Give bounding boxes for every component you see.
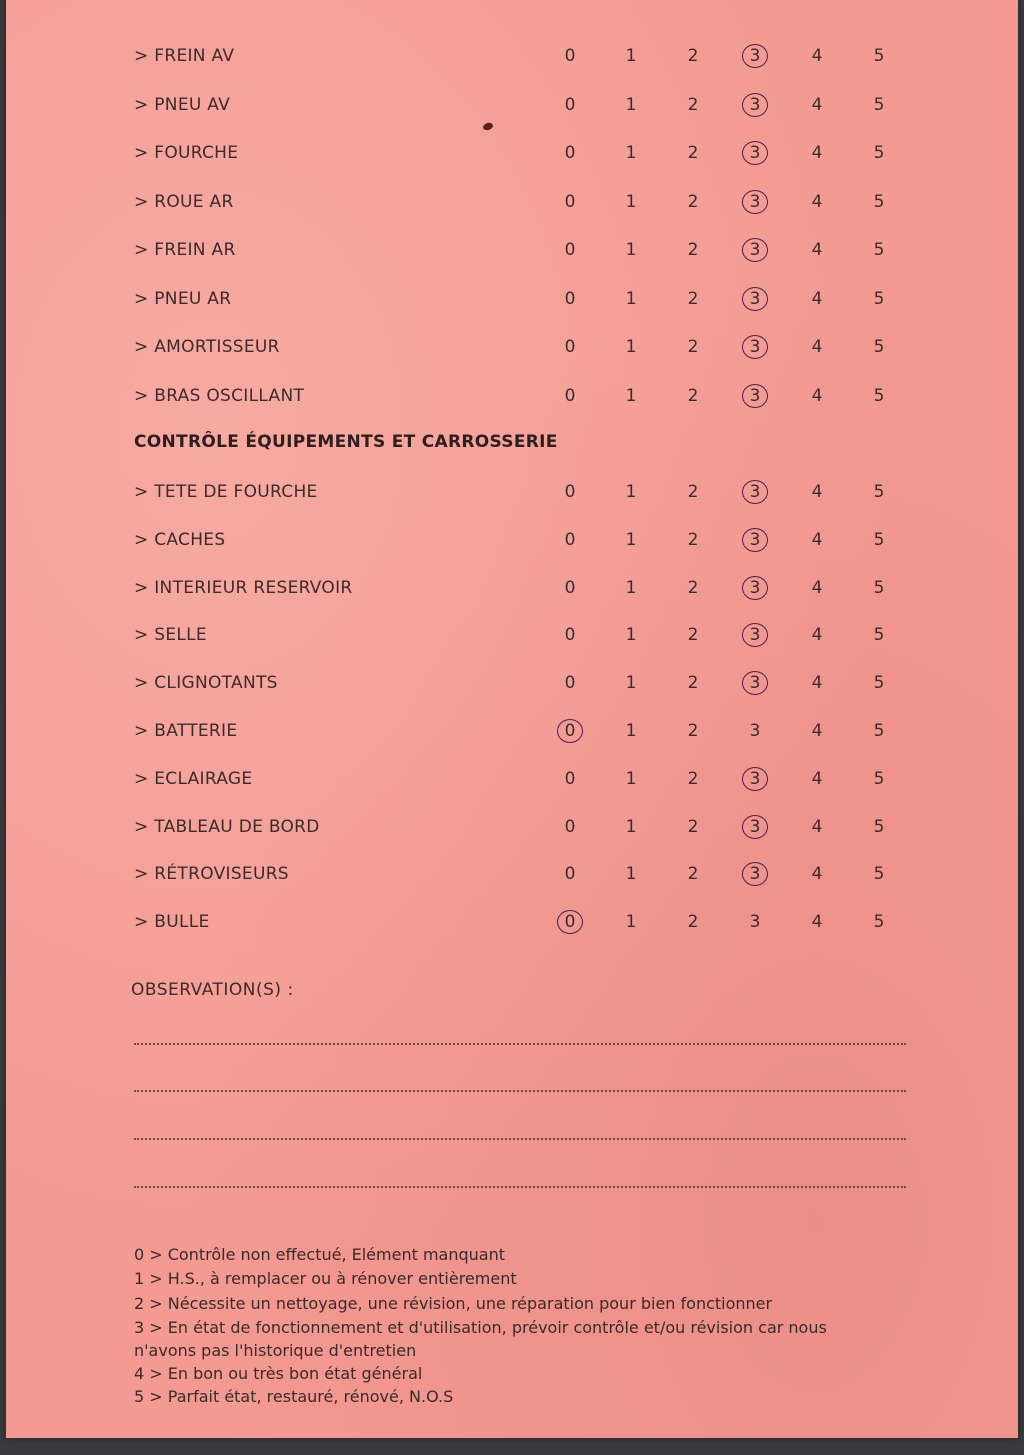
score-option[interactable]: 0	[564, 625, 576, 646]
score-option-circled[interactable]: 3	[740, 477, 770, 507]
observation-line[interactable]	[134, 1090, 906, 1092]
score-option[interactable]: 2	[687, 94, 699, 115]
score-option[interactable]: 0	[564, 577, 576, 598]
row-label: > FREIN AR	[134, 240, 236, 260]
score-option[interactable]: 5	[873, 143, 885, 163]
legend-line: 1 > H.S., à remplacer ou à rénover entièrement	[134, 1269, 517, 1288]
score-option[interactable]: 1	[625, 673, 637, 694]
inspection-row	[6, 525, 1018, 555]
score-option[interactable]: 2	[687, 912, 699, 933]
row-label: > INTERIEUR RESERVOIR	[134, 577, 353, 598]
score-option[interactable]: 4	[811, 529, 823, 550]
observation-line[interactable]	[134, 1186, 906, 1188]
score-option[interactable]: 4	[811, 577, 823, 598]
score-option[interactable]: 0	[564, 673, 576, 694]
score-option[interactable]: 1	[625, 482, 637, 502]
row-label: > SELLE	[134, 625, 207, 646]
score-option-circled[interactable]: 3	[740, 235, 770, 265]
row-label: > FREIN AV	[134, 46, 235, 66]
score-option[interactable]: 2	[687, 482, 699, 502]
score-option[interactable]: 4	[811, 721, 823, 741]
score-option[interactable]: 0	[564, 240, 576, 260]
inspection-row	[6, 187, 1018, 217]
score-option[interactable]: 4	[811, 288, 823, 309]
score-option[interactable]: 1	[625, 721, 637, 741]
score-option[interactable]: 1	[625, 816, 637, 837]
score-option[interactable]: 4	[811, 864, 823, 885]
score-option[interactable]: 2	[687, 625, 699, 646]
row-label: > CLIGNOTANTS	[134, 673, 278, 694]
score-option-circled[interactable]: 3	[740, 668, 770, 698]
score-option[interactable]: 2	[687, 240, 699, 260]
observation-line[interactable]	[134, 1043, 906, 1045]
score-option[interactable]: 4	[811, 143, 823, 163]
score-option[interactable]: 4	[811, 912, 823, 933]
score-option[interactable]: 1	[625, 768, 637, 789]
score-option-circled[interactable]: 3	[740, 764, 770, 794]
legend-line: 4 > En bon ou très bon état général	[134, 1364, 423, 1383]
score-option[interactable]: 3	[749, 721, 761, 741]
score-option-circled[interactable]: 3	[740, 573, 770, 603]
score-option[interactable]: 2	[687, 577, 699, 598]
score-option[interactable]: 2	[687, 191, 699, 212]
score-option-circled[interactable]: 3	[740, 138, 770, 168]
score-option-circled[interactable]: 3	[740, 332, 770, 362]
inspection-row	[6, 764, 1018, 794]
score-option[interactable]: 5	[873, 768, 885, 789]
score-option[interactable]: 0	[564, 768, 576, 789]
inspection-row	[6, 138, 1018, 168]
inspection-row	[6, 235, 1018, 265]
row-label: > FOURCHE	[134, 143, 239, 163]
inspection-sheet	[6, 0, 1018, 1438]
score-option-circled[interactable]: 3	[740, 381, 770, 411]
score-option[interactable]: 0	[564, 529, 576, 550]
score-option[interactable]: 1	[625, 385, 637, 406]
score-option-circled[interactable]: 3	[740, 41, 770, 71]
score-option[interactable]: 2	[687, 721, 699, 741]
inspection-row	[6, 620, 1018, 650]
score-option[interactable]: 1	[625, 288, 637, 309]
score-option[interactable]: 5	[873, 912, 885, 933]
score-option[interactable]: 5	[873, 94, 885, 115]
row-label: > BRAS OSCILLANT	[134, 385, 305, 406]
row-label: > PNEU AR	[134, 288, 232, 309]
inspection-row	[6, 573, 1018, 603]
inspection-row	[6, 668, 1018, 698]
score-option[interactable]: 2	[687, 143, 699, 163]
score-option[interactable]: 4	[811, 768, 823, 789]
score-option[interactable]: 5	[873, 529, 885, 550]
score-option[interactable]: 5	[873, 864, 885, 885]
score-option-circled[interactable]: 3	[740, 284, 770, 314]
score-option[interactable]: 4	[811, 625, 823, 646]
score-option[interactable]: 5	[873, 46, 885, 66]
inspection-row	[6, 284, 1018, 314]
score-option[interactable]: 2	[687, 46, 699, 66]
score-option[interactable]: 5	[873, 191, 885, 212]
row-label: > TABLEAU DE BORD	[134, 816, 320, 837]
score-option[interactable]: 0	[564, 143, 576, 163]
score-option[interactable]: 1	[625, 94, 637, 115]
score-option[interactable]: 3	[749, 912, 761, 933]
score-option[interactable]: 0	[564, 385, 576, 406]
score-option[interactable]: 2	[687, 288, 699, 309]
score-option[interactable]: 4	[811, 94, 823, 115]
score-option[interactable]: 0	[564, 816, 576, 837]
score-option[interactable]: 4	[811, 482, 823, 502]
row-label: > BULLE	[134, 912, 210, 933]
score-option[interactable]: 5	[873, 721, 885, 741]
score-option[interactable]: 1	[625, 625, 637, 646]
score-option[interactable]: 2	[687, 864, 699, 885]
score-option[interactable]: 4	[811, 673, 823, 694]
ink-spot	[482, 122, 494, 132]
score-option-circled[interactable]: 0	[555, 716, 585, 746]
row-label: > TETE DE FOURCHE	[134, 482, 318, 502]
inspection-row	[6, 907, 1018, 937]
score-option[interactable]: 5	[873, 240, 885, 260]
score-option[interactable]: 4	[811, 46, 823, 66]
inspection-row	[6, 381, 1018, 411]
legend-line: 3 > En état de fonctionnement et d'utilisation, prévoir contrôle et/ou révision car nous	[134, 1318, 827, 1337]
score-option[interactable]: 4	[811, 240, 823, 260]
score-option[interactable]: 2	[687, 816, 699, 837]
score-option[interactable]: 5	[873, 482, 885, 502]
row-label: > RÉTROVISEURS	[134, 864, 289, 885]
score-option[interactable]: 5	[873, 337, 885, 357]
inspection-row	[6, 859, 1018, 889]
score-option[interactable]: 2	[687, 768, 699, 789]
score-option[interactable]: 5	[873, 816, 885, 837]
score-option[interactable]: 2	[687, 673, 699, 694]
legend-line: n'avons pas l'historique d'entretien	[134, 1341, 417, 1360]
score-option-circled[interactable]: 3	[740, 812, 770, 842]
row-label: > CACHES	[134, 529, 226, 550]
score-option[interactable]: 1	[625, 240, 637, 260]
score-option[interactable]: 5	[873, 385, 885, 406]
section-title: CONTRÔLE ÉQUIPEMENTS ET CARROSSERIE	[134, 432, 558, 452]
observations-label: OBSERVATION(S) :	[131, 980, 294, 1000]
score-option-circled[interactable]: 3	[740, 187, 770, 217]
legend-line: 0 > Contrôle non effectué, Elément manquant	[134, 1245, 505, 1264]
score-option[interactable]: 1	[625, 529, 637, 550]
row-label: > BATTERIE	[134, 721, 238, 741]
score-option-circled[interactable]: 3	[740, 525, 770, 555]
score-option[interactable]: 5	[873, 577, 885, 598]
legend-line: 5 > Parfait état, restauré, rénové, N.O.S	[134, 1387, 454, 1406]
score-option[interactable]: 4	[811, 191, 823, 212]
row-label: > ECLAIRAGE	[134, 768, 253, 789]
score-option[interactable]: 1	[625, 912, 637, 933]
score-option[interactable]: 1	[625, 143, 637, 163]
score-option[interactable]: 5	[873, 625, 885, 646]
score-option-circled[interactable]: 0	[555, 907, 585, 937]
legend-line: 2 > Nécessite un nettoyage, une révision, une réparation pour bien fonctionner	[134, 1294, 773, 1313]
score-option[interactable]: 1	[625, 191, 637, 212]
score-option[interactable]: 5	[873, 288, 885, 309]
score-option[interactable]: 1	[625, 577, 637, 598]
inspection-row	[6, 41, 1018, 71]
score-option[interactable]: 0	[564, 864, 576, 885]
score-option[interactable]: 4	[811, 385, 823, 406]
score-option[interactable]: 2	[687, 385, 699, 406]
score-option[interactable]: 1	[625, 864, 637, 885]
score-option-circled[interactable]: 3	[740, 859, 770, 889]
score-option-circled[interactable]: 3	[740, 620, 770, 650]
score-option[interactable]: 4	[811, 337, 823, 357]
score-option[interactable]: 0	[564, 288, 576, 309]
score-option[interactable]: 0	[564, 191, 576, 212]
score-option[interactable]: 0	[564, 337, 576, 357]
inspection-row	[6, 812, 1018, 842]
score-option[interactable]: 2	[687, 529, 699, 550]
inspection-row	[6, 332, 1018, 362]
row-label: > AMORTISSEUR	[134, 337, 280, 357]
observation-line[interactable]	[134, 1138, 906, 1140]
row-label: > PNEU AV	[134, 94, 231, 115]
score-option[interactable]: 1	[625, 46, 637, 66]
score-option[interactable]: 0	[564, 46, 576, 66]
score-option[interactable]: 5	[873, 673, 885, 694]
score-option[interactable]: 0	[564, 94, 576, 115]
inspection-row	[6, 477, 1018, 507]
score-option-circled[interactable]: 3	[740, 90, 770, 120]
score-option[interactable]: 4	[811, 816, 823, 837]
row-label: > ROUE AR	[134, 191, 234, 212]
inspection-row	[6, 90, 1018, 120]
score-option[interactable]: 2	[687, 337, 699, 357]
score-option[interactable]: 0	[564, 482, 576, 502]
score-option[interactable]: 1	[625, 337, 637, 357]
inspection-row	[6, 716, 1018, 746]
